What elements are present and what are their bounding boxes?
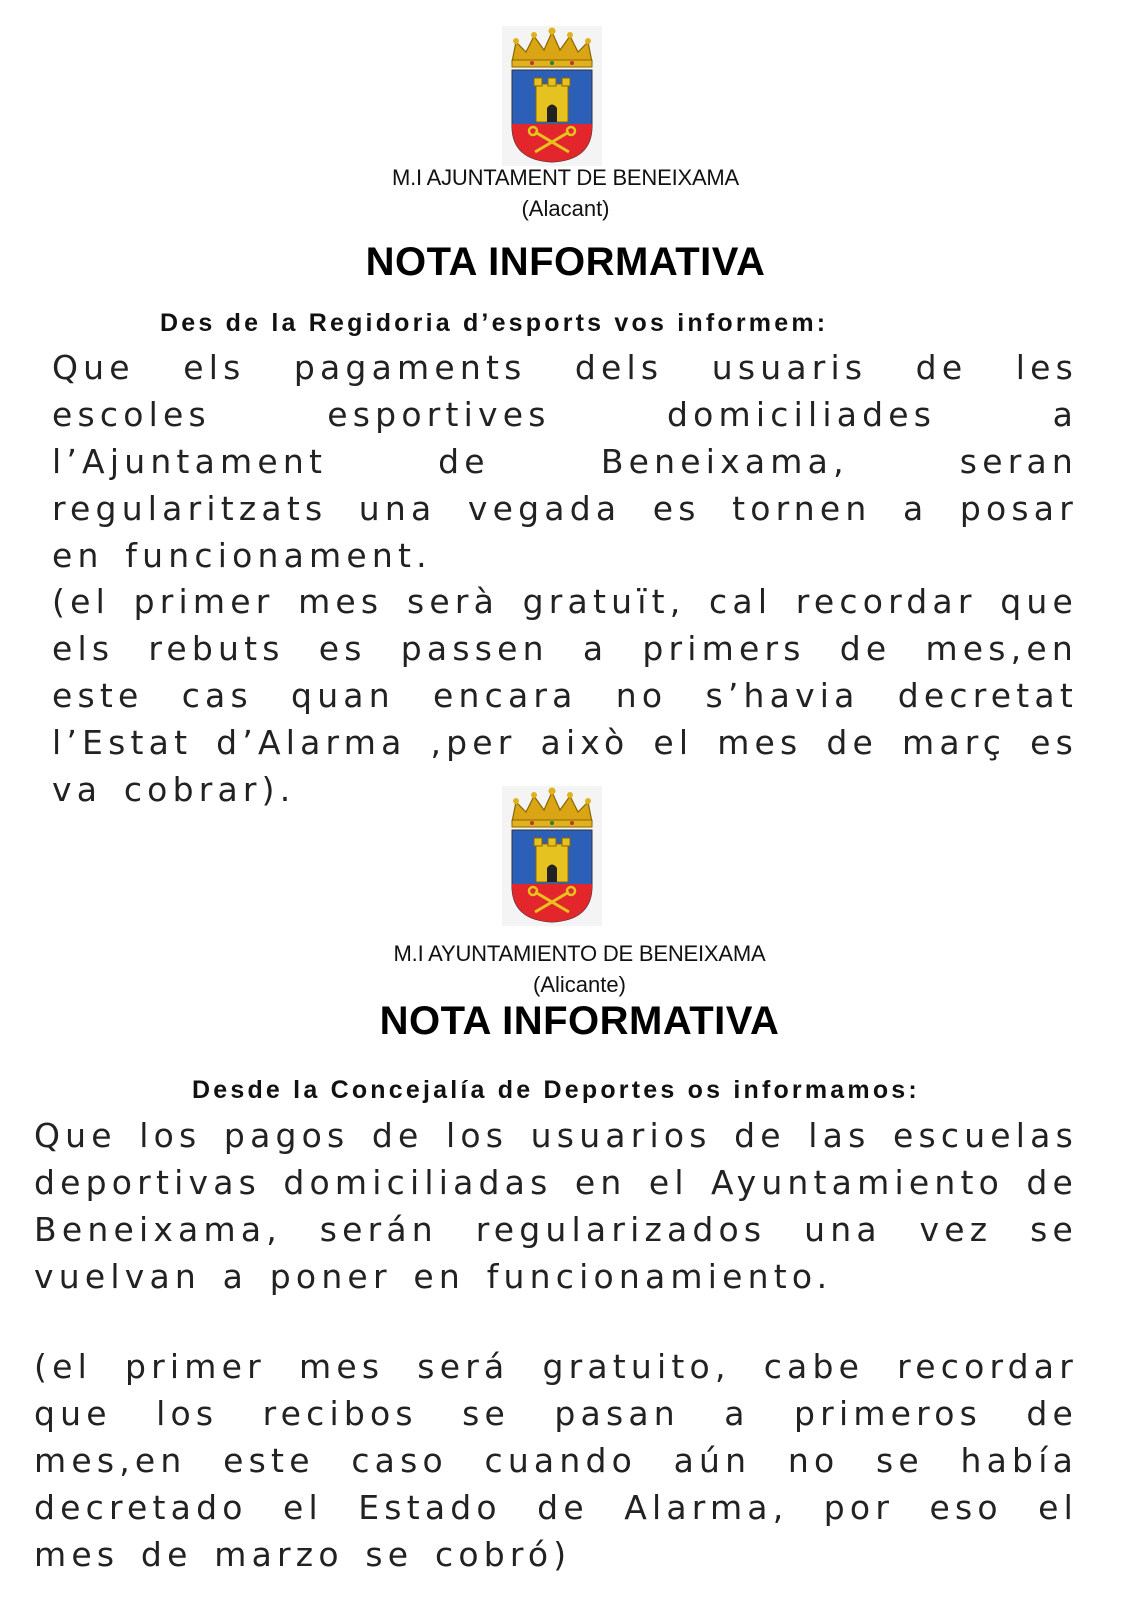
paragraph-note: (el primer mes serà gratuït, cal recordar que els rebuts es passen a primers de mes,en este cas quan encara no s’havia decretat l’Estat d’Alarma ,per això el mes de març es va cobrar). — [52, 582, 1078, 809]
intro-line: Des de la Regidoria d’esports vos informem: — [160, 309, 829, 337]
org-region: (Alicante) — [533, 972, 626, 997]
page-title: NOTA INFORMATIVA — [365, 240, 766, 284]
org-region: (Alacant) — [521, 196, 610, 221]
paragraph-main: Que los pagos de los usuarios de las escuelas deportivas domiciliadas en el Ayuntamiento de Beneixama, serán regularizados una vez se vuelvan a poner en funcionamiento. — [34, 1116, 1078, 1296]
coat-of-arms-icon — [502, 786, 602, 926]
intro-line: Desde la Concejalía de Deportes os informamos: — [192, 1076, 920, 1104]
page-title: NOTA INFORMATIVA — [379, 999, 780, 1043]
paragraph-note: (el primer mes será gratuito, cabe recordar que los recibos se pasan a primeros de mes,en este caso cuando aún no se había decretado el Estado de Alarma, por eso el mes de marzo se cobró) — [34, 1347, 1078, 1574]
coat-of-arms-icon — [502, 26, 602, 166]
paragraph-main: Que els pagaments dels usuaris de les escoles esportives domiciliades a l’Ajuntament de Beneixama, seran regularitzats una vegada es tornen a posar en funcionament. — [52, 348, 1078, 575]
org-name: M.I AJUNTAMENT DE BENEIXAMA — [391, 165, 740, 190]
org-name: M.I AYUNTAMIENTO DE BENEIXAMA — [393, 941, 766, 966]
